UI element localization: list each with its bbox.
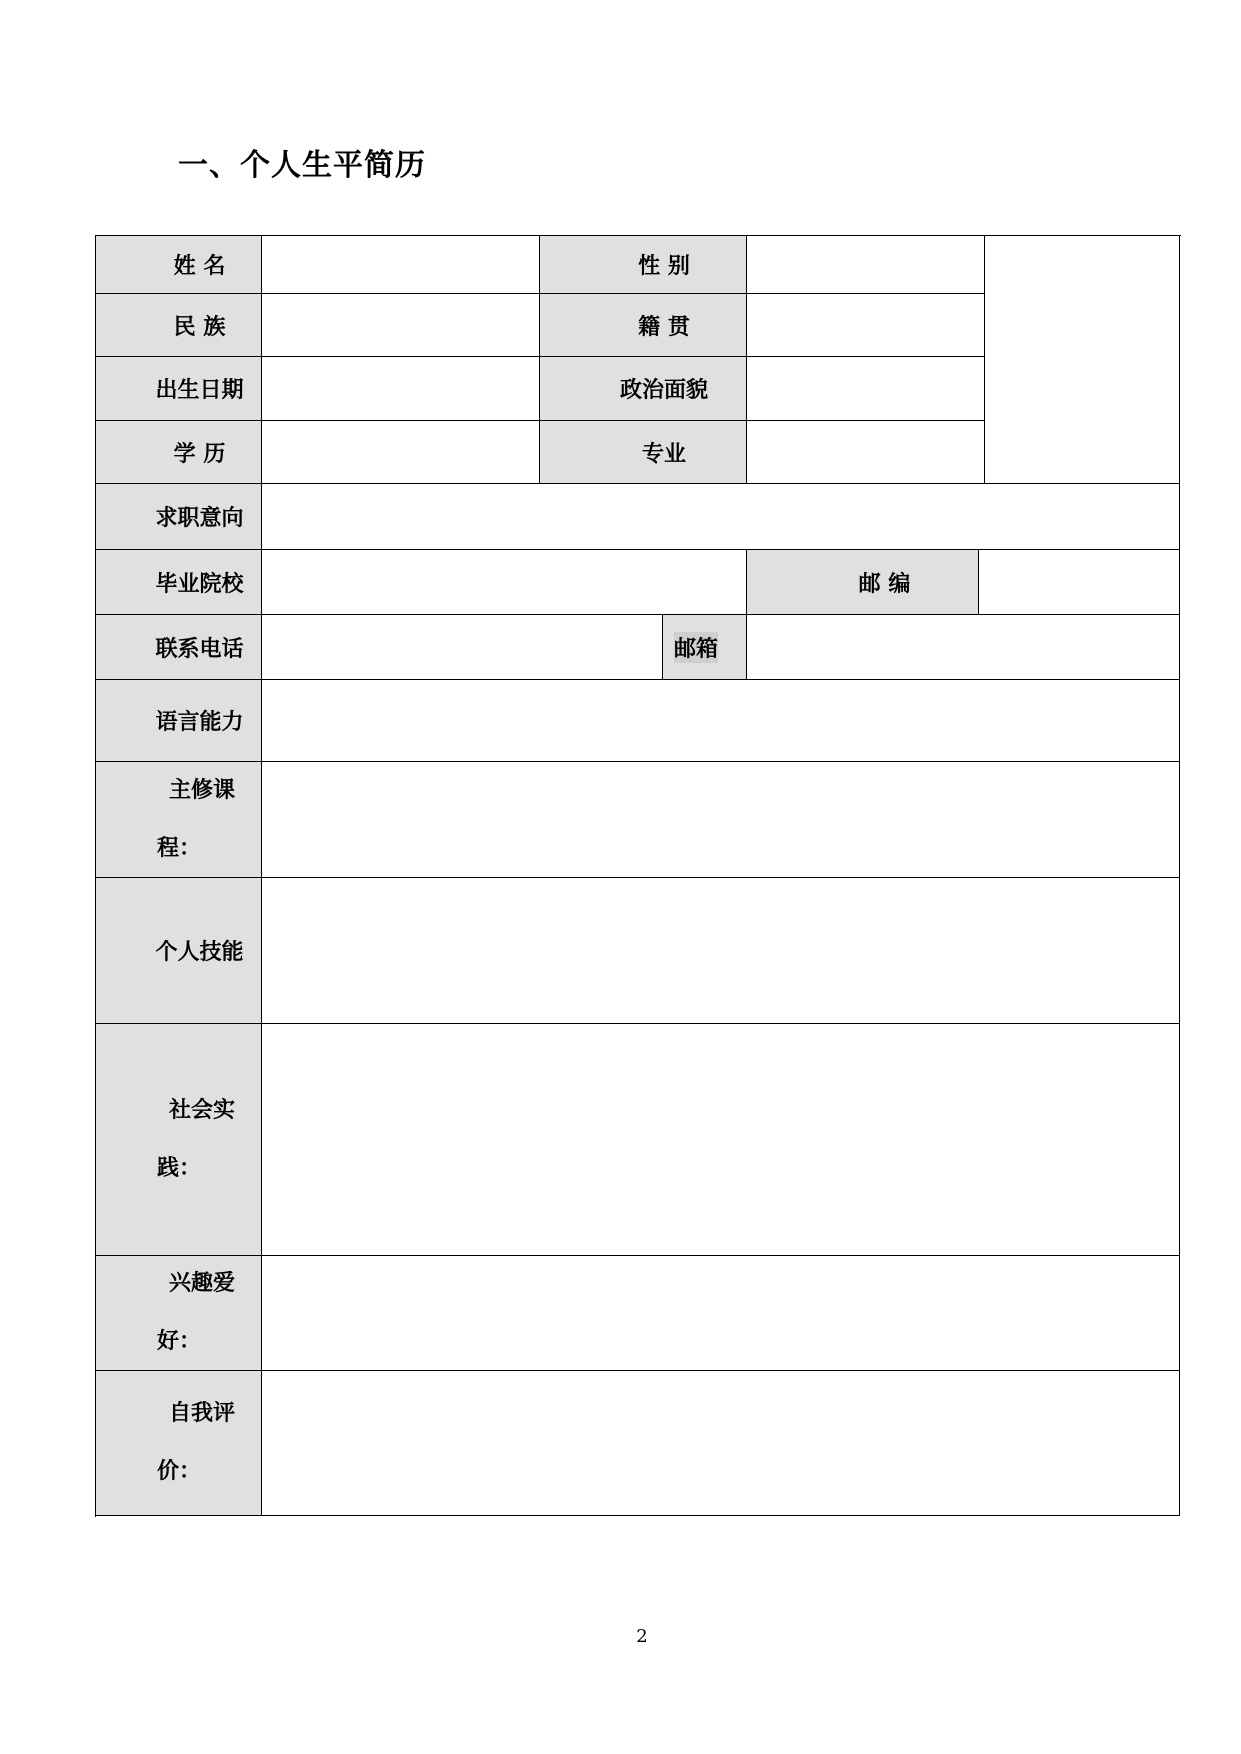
political-status-field[interactable]: [747, 357, 985, 421]
resume-form-table: [95, 235, 1181, 1517]
birth-date-label: 出生日期: [155, 378, 244, 403]
education-label: 学 历: [173, 441, 226, 467]
self-evaluation-label-cell: [96, 1371, 262, 1516]
courses-label-cell: [96, 762, 262, 878]
language-field[interactable]: [262, 680, 1180, 762]
gender-field[interactable]: [747, 236, 985, 294]
job-intention-label: 求职意向: [155, 506, 244, 531]
phone-field[interactable]: [262, 615, 663, 680]
postcode-label-cell: [747, 550, 979, 615]
native-place-label: 籍 贯: [638, 314, 690, 340]
phone-label: 联系电话: [155, 636, 244, 662]
ethnicity-label: 民 族: [173, 314, 226, 340]
job-intention-field[interactable]: [262, 484, 1180, 550]
practice-field[interactable]: [262, 1024, 1180, 1256]
hobbies-label: 兴趣爱好：: [157, 1271, 236, 1354]
hobbies-label-cell: [96, 1256, 262, 1371]
name-label-cell: [96, 236, 262, 294]
birth-date-field[interactable]: [262, 357, 540, 421]
practice-label-cell: [96, 1024, 262, 1256]
page-number: 2: [636, 1626, 648, 1647]
birth-date-label-cell: [96, 357, 262, 421]
hobbies-field[interactable]: [262, 1256, 1180, 1371]
postcode-label: 邮 编: [858, 571, 911, 597]
education-label-cell: [96, 421, 262, 484]
political-status-label-cell: [540, 357, 747, 421]
job-intention-label-cell: [96, 484, 262, 550]
major-label-cell: [540, 421, 747, 484]
self-evaluation-label: 自我评价：: [157, 1401, 236, 1484]
school-label: 毕业院校: [155, 571, 244, 597]
gender-label-cell: [540, 236, 747, 294]
major-label: 专业: [641, 441, 686, 467]
courses-field[interactable]: [262, 762, 1180, 878]
email-field[interactable]: [747, 615, 1180, 680]
practice-label: 社会实践：: [157, 1097, 236, 1181]
email-label: 邮箱: [674, 632, 718, 663]
native-place-label-cell: [540, 294, 747, 357]
name-label: 姓 名: [173, 254, 226, 279]
ethnicity-label-cell: [96, 294, 262, 357]
ethnicity-field[interactable]: [262, 294, 540, 357]
school-field[interactable]: [262, 550, 747, 615]
skills-label: 个人技能: [155, 940, 244, 965]
courses-label: 主修课程：: [157, 777, 236, 861]
school-label-cell: [96, 550, 262, 615]
postcode-field[interactable]: [979, 550, 1180, 615]
skills-field[interactable]: [262, 878, 1180, 1024]
photo-area[interactable]: [985, 236, 1180, 484]
name-field[interactable]: [262, 236, 540, 294]
email-label-cell: [663, 615, 747, 680]
language-label: 语言能力: [155, 710, 244, 735]
political-status-label: 政治面貌: [619, 378, 708, 403]
native-place-field[interactable]: [747, 294, 985, 357]
self-evaluation-field[interactable]: [262, 1371, 1180, 1516]
gender-label: 性 别: [638, 254, 690, 279]
education-field[interactable]: [262, 421, 540, 484]
major-field[interactable]: [747, 421, 985, 484]
language-label-cell: [96, 680, 262, 762]
section-title: 一、个人生平简历: [178, 148, 426, 183]
phone-label-cell: [96, 615, 262, 680]
skills-label-cell: [96, 878, 262, 1024]
